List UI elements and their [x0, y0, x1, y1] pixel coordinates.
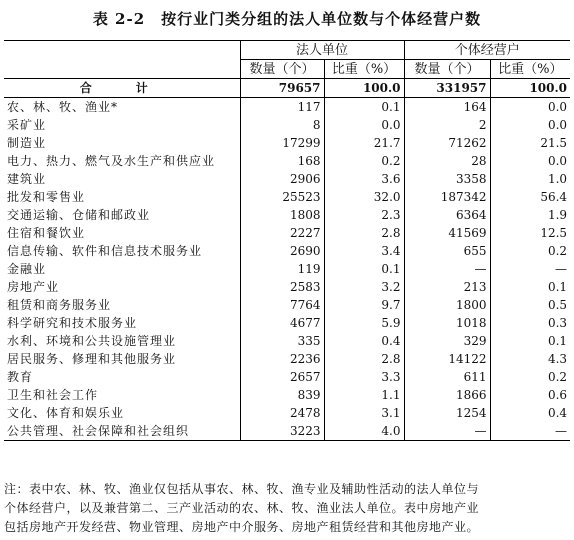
table-title-text: 按行业门类分组的法人单位数与个体经营户数	[161, 10, 482, 28]
cell-legal-count: 25523	[240, 188, 324, 206]
total-indiv-count: 331957	[404, 79, 490, 98]
cell-indiv-count: 6364	[404, 206, 490, 224]
table-row	[4, 422, 570, 441]
total-label: 合 计	[4, 79, 240, 98]
row-label: 公共管理、社会保障和社会组织	[4, 422, 240, 441]
cell-legal-count: 7764	[240, 296, 324, 314]
cell-indiv-count: 611	[404, 368, 490, 386]
cell-indiv-share: 0.0	[490, 98, 570, 117]
table-row	[4, 296, 570, 314]
total-legal-share: 100.0	[324, 79, 404, 98]
cell-legal-count: 117	[240, 98, 324, 117]
table-row	[4, 170, 570, 188]
row-label: 教育	[7, 369, 34, 384]
cell-legal-share: 3.3	[324, 368, 404, 386]
cell-indiv-share: 4.3	[490, 350, 570, 368]
cell-legal-share: 0.1	[324, 260, 404, 278]
cell-indiv-count: 1018	[404, 314, 490, 332]
note-line: 包括房地产开发经营、物业管理、房地产中介服务、房地产租赁经营和其他房地产业。	[4, 520, 480, 534]
cell-indiv-count: 213	[404, 278, 490, 296]
row-label: 居民服务、修理和其他服务业	[7, 351, 177, 366]
cell-indiv-share: 1.9	[490, 206, 570, 224]
cell-indiv-count: 1254	[404, 404, 490, 422]
table-title	[0, 8, 574, 29]
table-note	[4, 480, 570, 537]
cell-legal-count: 1808	[240, 206, 324, 224]
row-label: 采矿业	[7, 117, 47, 132]
table-body	[4, 79, 570, 441]
sub-header-indiv-share: 比重（%）	[490, 60, 570, 79]
cell-legal-share: 5.9	[324, 314, 404, 332]
table-row	[4, 386, 570, 404]
cell-legal-count: 2690	[240, 242, 324, 260]
cell-legal-count: 119	[240, 260, 324, 278]
cell-legal-share: 3.4	[324, 242, 404, 260]
cell-indiv-count: 164	[404, 98, 490, 117]
table-row	[4, 332, 570, 350]
cell-indiv-share: 0.6	[490, 386, 570, 404]
cell-indiv-share: 21.5	[490, 134, 570, 152]
cell-legal-count: 2227	[240, 224, 324, 242]
cell-indiv-count: 71262	[404, 134, 490, 152]
cell-legal-share: 21.7	[324, 134, 404, 152]
cell-indiv-share: 1.0	[490, 170, 570, 188]
row-label: 水利、环境和公共设施管理业	[7, 333, 177, 348]
row-label-header	[4, 41, 240, 79]
total-indiv-share: 100.0	[490, 79, 570, 98]
cell-indiv-count: 1800	[404, 296, 490, 314]
row-label: 住宿和餐饮业	[7, 225, 86, 240]
cell-legal-count: 2236	[240, 350, 324, 368]
group-header-individual: 个体经营户	[404, 41, 570, 60]
cell-legal-share: 3.2	[324, 278, 404, 296]
cell-indiv-count: —	[404, 422, 490, 441]
row-label: 电力、热力、燃气及水生产和供应业	[7, 153, 216, 168]
cell-indiv-count: 28	[404, 152, 490, 170]
cell-indiv-share: 0.2	[490, 242, 570, 260]
cell-legal-count: 3223	[240, 422, 324, 441]
table-row	[4, 404, 570, 422]
cell-legal-count: 4677	[240, 314, 324, 332]
table-row	[4, 278, 570, 296]
cell-indiv-count: 3358	[404, 170, 490, 188]
table-row	[4, 260, 570, 278]
sub-header-legal-count: 数量（个）	[240, 60, 324, 79]
cell-indiv-share: 0.3	[490, 314, 570, 332]
cell-indiv-share: 0.5	[490, 296, 570, 314]
cell-indiv-count: 2	[404, 116, 490, 134]
cell-legal-share: 9.7	[324, 296, 404, 314]
cell-indiv-share: —	[490, 260, 570, 278]
sub-header-indiv-count: 数量（个）	[404, 60, 490, 79]
table-number: 表 2-2	[92, 10, 146, 28]
note-line: 个体经营户，以及兼营第二、三产业活动的农、林、牧、渔业法人单位。表中房地产业	[4, 501, 480, 515]
row-label: 金融业	[7, 261, 47, 276]
row-label: 科学研究和技术服务业	[7, 315, 138, 330]
cell-legal-share: 0.4	[324, 332, 404, 350]
table-row	[4, 350, 570, 368]
row-label: 文化、体育和娱乐业	[7, 405, 125, 420]
table-row	[4, 134, 570, 152]
cell-indiv-share: 0.0	[490, 152, 570, 170]
cell-legal-share: 4.0	[324, 422, 404, 441]
table-row	[4, 368, 570, 386]
row-label: 交通运输、仓储和邮政业	[7, 207, 151, 222]
stats-table	[4, 40, 570, 441]
cell-legal-count: 2906	[240, 170, 324, 188]
cell-legal-count: 2583	[240, 278, 324, 296]
cell-indiv-count: 187342	[404, 188, 490, 206]
group-header-legal-units: 法人单位	[240, 41, 404, 60]
row-label: 信息传输、软件和信息技术服务业	[7, 243, 203, 258]
cell-legal-count: 2657	[240, 368, 324, 386]
row-label: 租赁和商务服务业	[7, 297, 112, 312]
cell-legal-share: 0.1	[324, 98, 404, 117]
cell-indiv-share: 0.4	[490, 404, 570, 422]
table-row	[4, 314, 570, 332]
cell-indiv-share: 12.5	[490, 224, 570, 242]
row-label: 批发和零售业	[7, 189, 86, 204]
row-label: 制造业	[7, 135, 47, 150]
row-label: 建筑业	[7, 171, 47, 186]
row-label: 农、林、牧、渔业*	[7, 99, 119, 114]
cell-legal-count: 168	[240, 152, 324, 170]
table-row	[4, 206, 570, 224]
cell-legal-count: 17299	[240, 134, 324, 152]
cell-legal-count: 8	[240, 116, 324, 134]
total-row	[4, 79, 570, 98]
cell-legal-share: 2.8	[324, 350, 404, 368]
note-line: 注：表中农、林、牧、渔业仅包括从事农、林、牧、渔专业及辅助性活动的法人单位与	[4, 482, 480, 496]
cell-indiv-count: 1866	[404, 386, 490, 404]
table-row	[4, 242, 570, 260]
table-row	[4, 116, 570, 134]
sub-header-legal-share: 比重（%）	[324, 60, 404, 79]
cell-legal-count: 2478	[240, 404, 324, 422]
cell-legal-share: 32.0	[324, 188, 404, 206]
cell-indiv-share: 0.1	[490, 278, 570, 296]
total-legal-count: 79657	[240, 79, 324, 98]
cell-legal-share: 0.2	[324, 152, 404, 170]
cell-indiv-share: 0.2	[490, 368, 570, 386]
table-row	[4, 188, 570, 206]
table-row	[4, 224, 570, 242]
cell-legal-count: 839	[240, 386, 324, 404]
table-row	[4, 152, 570, 170]
cell-indiv-share: 56.4	[490, 188, 570, 206]
cell-legal-share: 3.1	[324, 404, 404, 422]
table-row	[4, 98, 570, 117]
cell-legal-share: 2.3	[324, 206, 404, 224]
cell-indiv-count: 329	[404, 332, 490, 350]
cell-legal-share: 1.1	[324, 386, 404, 404]
cell-indiv-count: 655	[404, 242, 490, 260]
cell-indiv-share: 0.1	[490, 332, 570, 350]
cell-indiv-share: —	[490, 422, 570, 441]
cell-legal-count: 335	[240, 332, 324, 350]
cell-legal-share: 0.0	[324, 116, 404, 134]
cell-legal-share: 3.6	[324, 170, 404, 188]
cell-indiv-count: 41569	[404, 224, 490, 242]
cell-indiv-share: 0.0	[490, 116, 570, 134]
cell-legal-share: 2.8	[324, 224, 404, 242]
row-label: 房地产业	[7, 279, 60, 294]
row-label: 卫生和社会工作	[7, 387, 99, 402]
cell-indiv-count: —	[404, 260, 490, 278]
cell-indiv-count: 14122	[404, 350, 490, 368]
